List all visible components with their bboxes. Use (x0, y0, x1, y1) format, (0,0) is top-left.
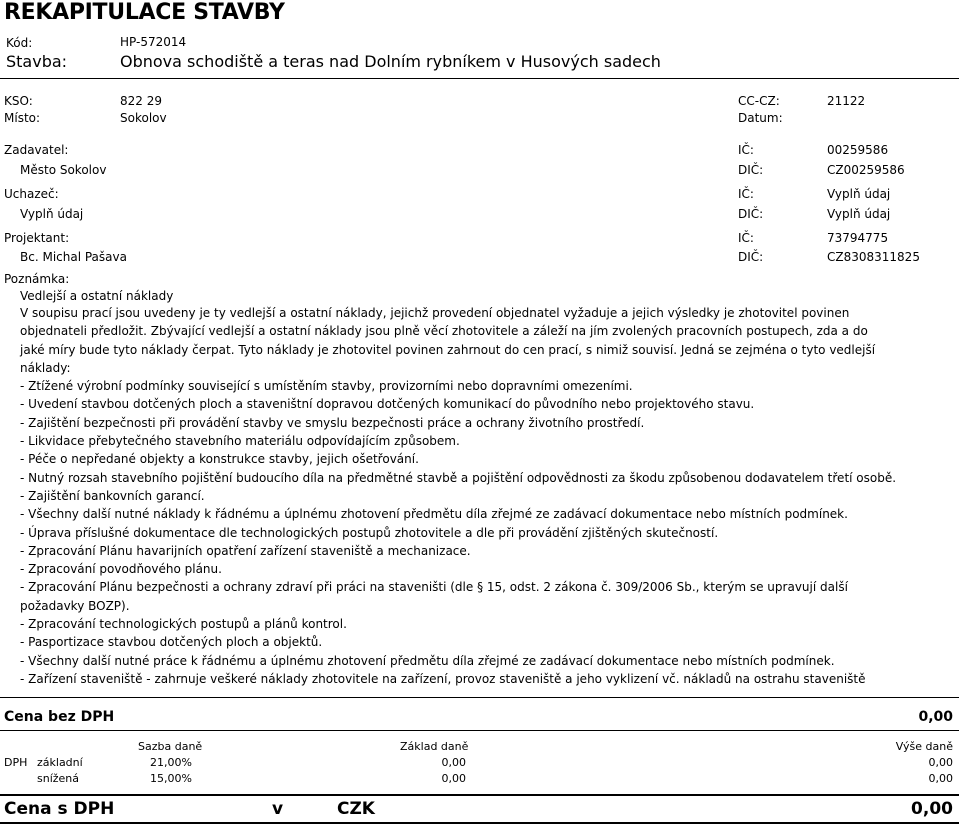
divider (0, 730, 959, 731)
col-sazba: Sazba daně (138, 740, 203, 753)
projektant-dic-label: DIČ: (738, 250, 764, 264)
projektant-name: Bc. Michal Pašava (20, 250, 127, 264)
note-line: - Všechny další nutné náklady k řádnému a úplnému zhotovení předmětu díla zřejmé ze zadávací dokumentace nebo místních podmínek. (20, 507, 848, 522)
kso-value: 822 29 (120, 94, 162, 108)
note-body (20, 304, 940, 688)
col-vyse: Výše daně (895, 740, 953, 753)
zadavatel-dic-label: DIČ: (738, 163, 764, 177)
dph-row-tax: 0,00 (928, 756, 953, 769)
zadavatel-ic: 00259586 (827, 143, 889, 157)
zadavatel-name: Město Sokolov (20, 163, 107, 177)
dph-row-rate: 15,00% (150, 772, 192, 785)
currency-v-label: v (272, 799, 284, 819)
note-line: - Úprava příslušné dokumentace dle technologických postupů zhotovitele a dle při provádění zjištěných skutečností. (20, 525, 719, 540)
dph-row-name: základní (37, 756, 83, 769)
projektant-label: Projektant: (4, 231, 70, 245)
kod-label: Kód: (6, 36, 33, 50)
misto-label: Místo: (4, 111, 41, 125)
kod-value: HP-572014 (120, 35, 187, 49)
note-line: - Zpracování Plánu havarijních opatření zařízení staveniště a mechanizace. (20, 543, 471, 558)
note-line: V soupisu prací jsou uvedeny je ty vedlejší a ostatní náklady, jejichž provedení objednatel vyžaduje a jejich výsledky je zhotovitel povinen (20, 306, 850, 320)
projektant-ic-label: IČ: (738, 231, 754, 245)
dph-label: DPH (4, 756, 28, 769)
note-line: jaké míry bude tyto náklady čerpat. Tyto náklady je zhotovitel povinen zahrnout do cen prací, s nimiž souvisí. Jedná se zejména o tyto vedlejší (20, 342, 876, 357)
note-label: Poznámka: (4, 272, 70, 286)
divider (0, 78, 959, 79)
uchazec-ic-label: IČ: (738, 187, 754, 201)
zadavatel-ic-label: IČ: (738, 143, 754, 157)
note-line: - Zpracování Plánu bezpečnosti a ochrany zdraví při práci na staveništi (dle § 15, odst. 2 zákona č. 309/2006 Sb., kterým se upravují další (20, 580, 848, 595)
uchazec-dic: Vyplň údaj (827, 207, 891, 221)
note-line: - Zpracování povodňového plánu. (20, 562, 222, 577)
note-line: - Uvedení stavbou dotčených ploch a staveništní dopravou dotčených komunikací do původního nebo projektového stavu. (20, 397, 755, 412)
stavba-value: Obnova schodiště a teras nad Dolním rybníkem v Husových sadech (120, 52, 661, 71)
projektant-ic: 73794775 (827, 231, 889, 245)
divider (0, 794, 959, 796)
cccz-label: CC-CZ: (738, 94, 780, 108)
dph-row-tax: 0,00 (928, 772, 953, 785)
stavba-label: Stavba: (6, 52, 68, 71)
cccz-value: 21122 (827, 94, 866, 108)
cena-bez-dph-value: 0,00 (918, 709, 953, 725)
misto-value: Sokolov (120, 111, 167, 125)
currency-label: CZK (337, 799, 375, 819)
note-line: Vedlejší a ostatní náklady (20, 289, 174, 303)
zadavatel-label: Zadavatel: (4, 143, 69, 157)
note-line: - Likvidace přebytečného stavebního materiálu odpovídajícím způsobem. (20, 434, 460, 449)
kso-label: KSO: (4, 94, 33, 108)
uchazec-dic-label: DIČ: (738, 207, 764, 221)
cena-s-dph-value: 0,00 (911, 799, 953, 819)
note-line: objednateli předložit. Zbývající vedlejší a ostatní náklady jsou plně věcí zhotovitele a záleží na jím zvolených pracovních postupech, zda a do (20, 324, 868, 339)
note-line: náklady: (20, 360, 71, 375)
uchazec-label: Uchazeč: (4, 187, 59, 201)
uchazec-ic: Vyplň údaj (827, 187, 891, 201)
divider (0, 697, 959, 698)
divider (0, 822, 959, 824)
cena-bez-dph-label: Cena bez DPH (4, 709, 115, 725)
col-zaklad: Základ daně (400, 740, 469, 753)
note-line: - Zpracování technologických postupů a plánů kontrol. (20, 617, 347, 632)
note-line: - Ztížené výrobní podmínky související s umístěním stavby, provizorními nebo dopravními omezeními. (20, 379, 633, 394)
projektant-dic: CZ8308311825 (827, 250, 920, 264)
dph-row-base: 0,00 (441, 756, 466, 769)
note-line: - Zajištění bankovních garancí. (20, 488, 205, 503)
note-line: - Zařízení staveniště - zahrnuje veškeré náklady zhotovitele na zařízení, provoz staveniště a jeho vyklizení vč. nákladů na ostrahu staveniště (20, 671, 866, 686)
note-line: - Nutný rozsah stavebního pojištění budoucího díla na předmětné stavbě a pojištění odpovědnosti za škodu způsobenou dodavatelem třetí osobě. (20, 470, 897, 485)
uchazec-name: Vyplň údaj (20, 207, 84, 221)
dph-row-name: snížená (37, 772, 80, 785)
page-title: REKAPITULACE STAVBY (4, 0, 285, 25)
cena-s-dph-label: Cena s DPH (4, 799, 115, 819)
note-line: - Péče o nepředané objekty a konstrukce stavby, jejich ošetřování. (20, 452, 419, 467)
note-line: - Zajištění bezpečnosti při provádění stavby ve smyslu bezpečnosti práce a ochrany životního prostředí. (20, 415, 645, 430)
note-line: požadavky BOZP). (20, 598, 130, 613)
note-line: - Všechny další nutné práce k řádnému a úplnému zhotovení předmětu díla zřejmé ze zadávací dokumentace nebo místních podmínek. (20, 653, 835, 668)
datum-label: Datum: (738, 111, 783, 125)
dph-row-base: 0,00 (441, 772, 466, 785)
zadavatel-dic: CZ00259586 (827, 163, 905, 177)
dph-row-rate: 21,00% (150, 756, 192, 769)
note-line: - Pasportizace stavbou dotčených ploch a objektů. (20, 635, 323, 650)
